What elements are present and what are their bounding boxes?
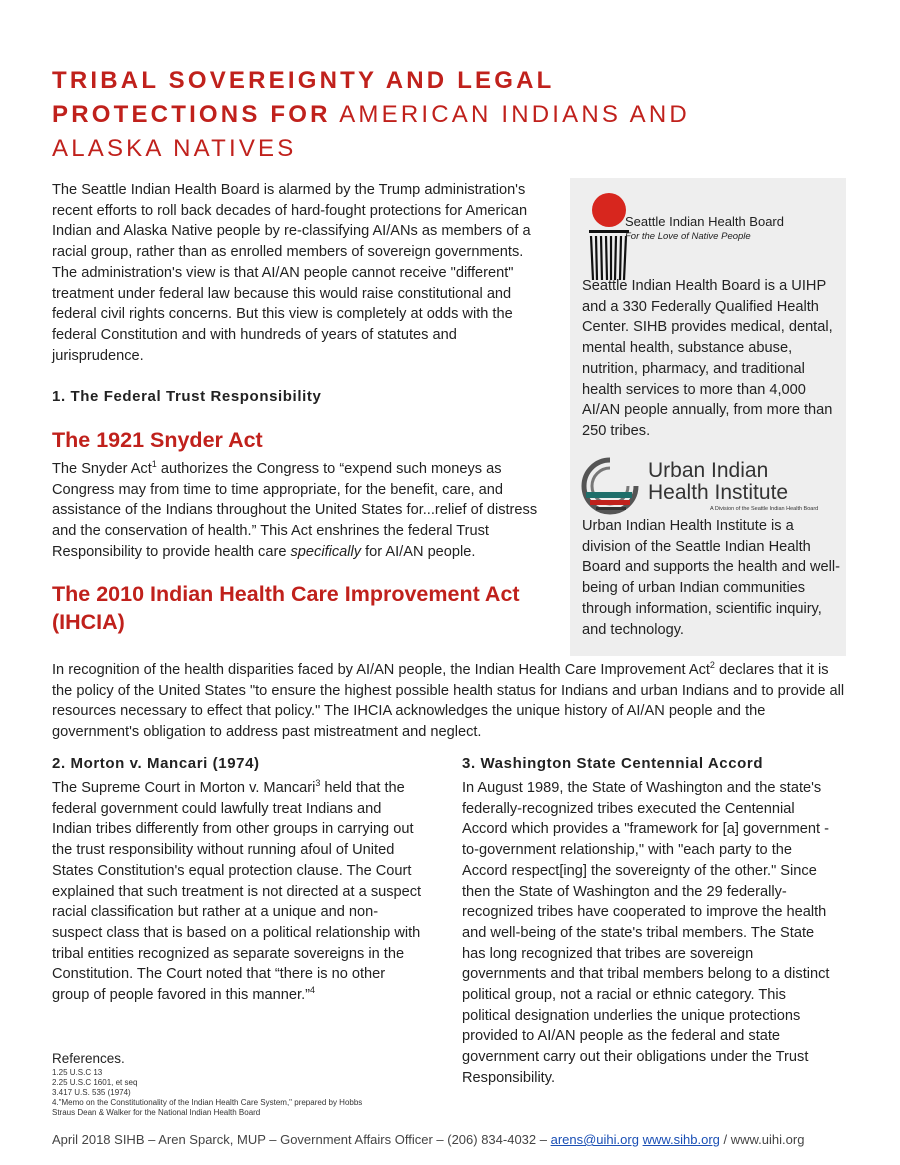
footnote-3: 3 — [315, 778, 321, 789]
footnote-1: 1 — [151, 459, 157, 470]
ihcia-heading: The 2010 Indian Health Care Improvement Act (IHCIA) — [52, 582, 520, 634]
reference-item: 3.417 U.S. 535 (1974) — [52, 1088, 131, 1097]
snyder-emphasis: specifically — [290, 543, 362, 560]
uihi-logo-icon — [580, 456, 644, 516]
snyder-text-c: for AI/AN people. — [361, 543, 476, 560]
page-title — [52, 64, 752, 166]
reference-item: 2.25 U.S.C 1601, et seq — [52, 1078, 138, 1087]
sihb-name: Seattle Indian Health Board — [625, 214, 784, 229]
footer-email-link[interactable]: arens@uihi.org — [550, 1132, 639, 1147]
references-title: References. — [52, 1051, 125, 1066]
mancari-text-a: The Supreme Court in Morton v. Mancari — [52, 780, 316, 796]
reference-item: Straus Dean & Walker for the National Indian Health Board — [52, 1108, 261, 1117]
ihcia-text-a: In recognition of the health disparities faced by AI/AN people, the Indian Health Care Improvement Act — [52, 662, 710, 678]
snyder-act-paragraph — [52, 459, 542, 563]
uihi-tagline: A Division of the Seattle Indian Health Board — [710, 506, 819, 512]
footer-sihb-link[interactable]: www.sihb.org — [642, 1132, 720, 1147]
reference-item: 4."Memo on the Constitutionality of the Indian Health Care System," prepared by Hobbs — [52, 1098, 363, 1107]
section2-heading: 2. Morton v. Mancari (1974) — [52, 755, 260, 772]
title-regular-part: AMERICAN INDIANS AND ALASKA NATIVES — [52, 101, 690, 162]
snyder-text-b: authorizes the Congress to “expend such moneys as Congress may from time to time appropriate, for the benefit, care, and assistance of the Indians throughout the United States for...relief of distress and the conservation of health.” This Act enshrines the federal Trust Responsibility to provide health care — [52, 461, 538, 560]
uihi-name-line-2: Health Institute — [648, 481, 789, 504]
footer-text: April 2018 SIHB – Aren Sparck, MUP – Government Affairs Officer – (206) 834-4032 – — [52, 1132, 551, 1147]
uihi-name-line-1: Urban Indian — [648, 459, 769, 482]
sidebar-box — [570, 178, 846, 656]
section2-paragraph — [52, 778, 422, 1006]
reference-item: 1.25 U.S.C 13 — [52, 1068, 103, 1077]
sihb-tagline: For the Love of Native People — [625, 231, 751, 242]
intro-paragraph: The Seattle Indian Health Board is alarmed by the Trump administration's recent efforts to roll back decades of hard-fought protections for American Indian and Alaska Native people by re-classifying AI/ANs as members of a racial group, rather than as enrolled members of sovereign governments. The administration's view is that AI/AN people cannot receive "different" treatment under federal law because this would raise constitutional and federal civil rights concerns. But this view is completely at odds with the federal Constitution and with hundreds of years of statutes and jurisprudence. — [52, 182, 531, 364]
references-list — [52, 1068, 432, 1118]
section1-heading: 1. The Federal Trust Responsibility — [52, 388, 322, 405]
snyder-act-heading: The 1921 Snyder Act — [52, 428, 263, 452]
footer-separator: / — [719, 1132, 731, 1147]
ihcia-paragraph — [52, 660, 852, 743]
footnote-2: 2 — [709, 660, 715, 671]
footer — [52, 1132, 852, 1147]
footnote-4: 4 — [309, 985, 315, 996]
snyder-text-a: The Snyder Act — [52, 461, 152, 477]
footer-uihi-site: www.uihi.org — [730, 1132, 805, 1147]
uihi-description: Urban Indian Health Institute is a division of the Seattle Indian Health Board and supports the health and well-being of urban Indian communities through information, scientific inquiry, and technology. — [582, 518, 840, 638]
sihb-description: Seattle Indian Health Board is a UIHP and a 330 Federally Qualified Health Center. SIHB provides medical, dental, mental health, substance abuse, nutrition, pharmacy, and traditional health services to more than 4,000 AI/AN people annually, from more than 250 tribes. — [582, 278, 833, 439]
mancari-text-b: held that the federal government could lawfully treat Indians and Indian tribes differently from other groups in carrying out the trust responsibility without running afoul of United States Constitution's equal protection clause. The Court explained that such treatment is not directed at a suspect racial classification but rather at a unique and non-suspect class that is based on a political relationship with tribal entities recognized as separate sovereigns in the Constitution. The Court noted that “there is no other group of people favored in this manner.” — [52, 780, 422, 1004]
section3-heading: 3. Washington State Centennial Accord — [462, 755, 764, 772]
section3-paragraph: In August 1989, the State of Washington and the state's federally-recognized tribes executed the Centennial Accord which provides a "framework for [a] government -to-government relationship," with "each party to the Accord respect[ing] the sovereignty of the other." Since then the State of Washington and the 29 federally-recognized tribes have cooperated to improve the health and well-being of the state's tribal members. The State has long recognized that tribes are sovereign governments and that tribal members belong to a distinct political group, not a racial or ethnic category. This political designation underlies the unique protections provided to AI/AN people as the federal and state government carry out their obligations under the Trust Responsibility. — [462, 780, 830, 1086]
ihcia-text-b: declares that it is the policy of the United States "to ensure the highest possible health status for Indians and urban Indians and to provide all resources necessary to effect that policy." The IHCIA acknowledges the unique history of AI/AN people and the government's obligation to address past mistreatment and neglect. — [52, 662, 845, 741]
title-bold-part: TRIBAL SOVEREIGNTY AND LEGAL PROTECTIONS FOR — [52, 67, 555, 128]
